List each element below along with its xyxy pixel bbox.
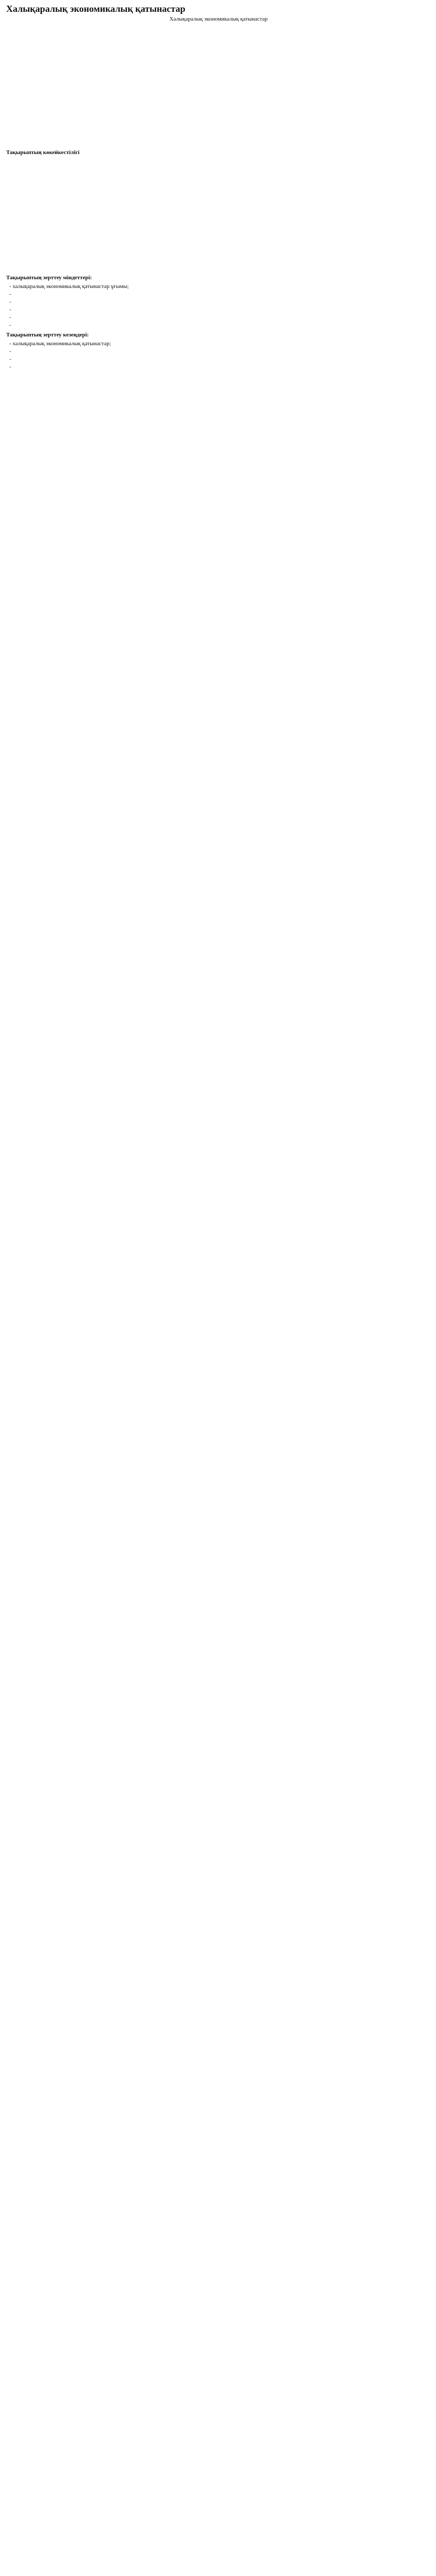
section-title: Тақырыптың көкейкестілігі xyxy=(6,149,80,156)
list-item xyxy=(6,215,431,223)
list-item: - xyxy=(9,299,11,305)
section-paragraph xyxy=(6,371,431,379)
list-item: - xyxy=(9,314,11,320)
section-paragraph xyxy=(6,380,431,387)
list-item xyxy=(6,230,431,238)
intro-paragraph xyxy=(6,95,431,103)
intro-paragraph xyxy=(6,113,431,121)
section-paragraph xyxy=(6,166,431,174)
section-paragraph xyxy=(6,415,431,422)
section-paragraph xyxy=(6,247,431,255)
intro-paragraph xyxy=(6,60,431,68)
list-item: - халықаралық экономикалық қатынастар ұғымы; xyxy=(9,283,129,290)
list-item xyxy=(6,184,431,192)
document-subtitle: Халықаралық экономикалық қатынастар xyxy=(169,16,268,22)
intro-paragraph xyxy=(6,25,431,33)
list-item xyxy=(6,199,431,207)
section-paragraph xyxy=(6,238,431,246)
list-item: - халықаралық экономикалық қатынастар; xyxy=(9,341,111,347)
section-block xyxy=(6,149,431,272)
list-item: - xyxy=(9,364,11,370)
intro-paragraph xyxy=(6,69,431,77)
section-title: Тақырыптың зерттеу кезеңдері: xyxy=(6,332,89,338)
section-paragraph xyxy=(6,406,431,414)
intro-paragraph xyxy=(6,78,431,86)
intro-block xyxy=(6,25,431,147)
intro-paragraph xyxy=(6,87,431,94)
list-item: - xyxy=(9,322,11,328)
list-item xyxy=(6,192,431,199)
section-block xyxy=(6,331,431,449)
section-paragraph xyxy=(6,441,431,449)
list-item: - xyxy=(9,348,11,354)
document-page xyxy=(0,0,436,461)
intro-paragraph xyxy=(6,130,431,138)
intro-paragraph xyxy=(6,122,431,129)
intro-paragraph xyxy=(6,139,431,147)
section-block xyxy=(6,274,431,329)
intro-paragraph xyxy=(6,52,431,59)
intro-paragraph xyxy=(6,43,431,50)
section-paragraph xyxy=(6,432,431,440)
section-paragraph xyxy=(6,256,431,263)
section-paragraph xyxy=(6,264,431,272)
list-item xyxy=(6,207,431,215)
document-title: Халықаралық экономикалық қатынастар xyxy=(6,4,185,14)
section-paragraph xyxy=(6,388,431,396)
list-item: - xyxy=(9,307,11,313)
section-paragraph xyxy=(6,175,431,183)
intro-paragraph xyxy=(6,34,431,42)
section-title: Тақырыптың зерттеу міндеттері: xyxy=(6,275,92,281)
intro-paragraph xyxy=(6,104,431,112)
list-item: - xyxy=(9,356,11,362)
sections-container xyxy=(6,149,431,449)
section-paragraph xyxy=(6,158,431,165)
section-paragraph xyxy=(6,397,431,405)
list-item xyxy=(6,223,431,230)
section-paragraph xyxy=(6,423,431,431)
list-item: - xyxy=(9,291,11,297)
